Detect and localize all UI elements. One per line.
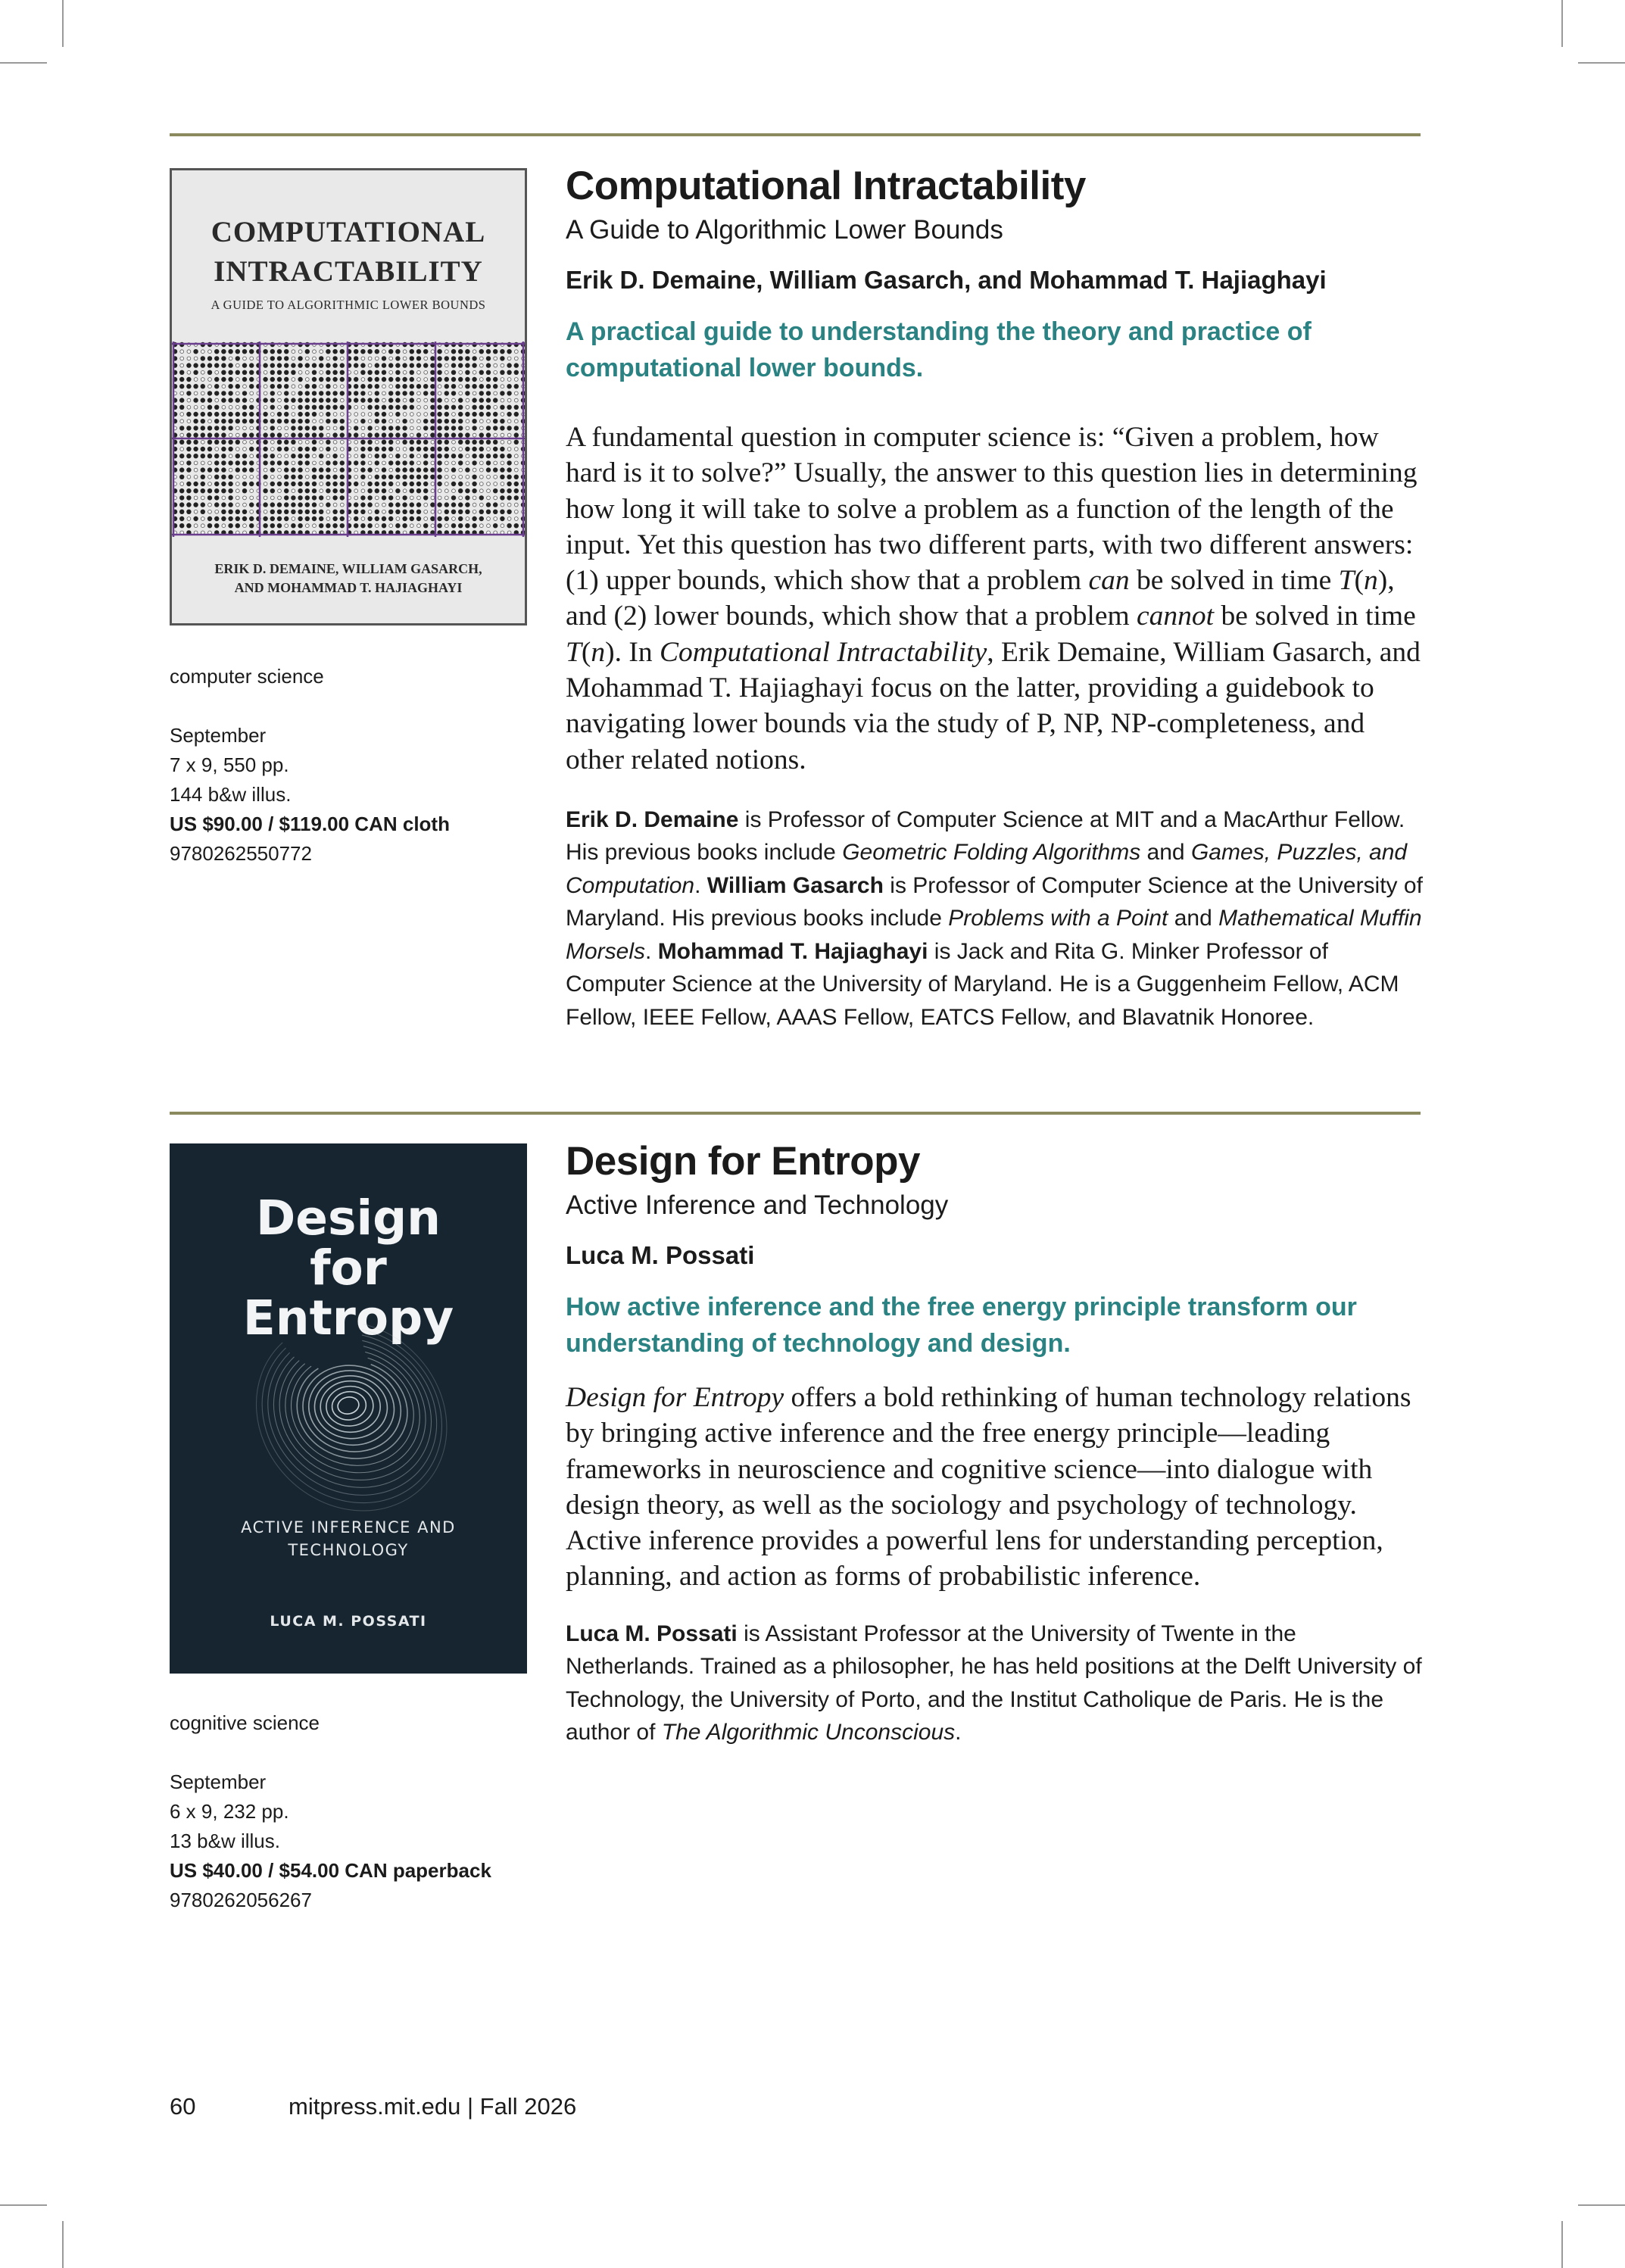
section-divider (170, 1112, 1421, 1115)
cover-subtitle: A GUIDE TO ALGORITHMIC LOWER BOUNDS (211, 298, 486, 312)
text-run: is Professor of Computer Science at MIT and a MacArthur Fellow. His previous books include (566, 806, 1405, 866)
italic-text: Computational Intractability (659, 636, 987, 668)
cover-author: LUCA M. POSSATI (270, 1613, 427, 1630)
italic-text: n (1364, 565, 1378, 597)
book-meta (170, 662, 533, 869)
spiral-ring (336, 1395, 360, 1415)
book-details (566, 1137, 1423, 1749)
book-cover-computational-intractability[interactable] (170, 168, 527, 625)
italic-text: T (566, 636, 582, 668)
text-run: is Professor of Computer Science at the University of Maryland. His previous books include (566, 872, 1423, 931)
text-run: . (955, 1720, 962, 1745)
price: US $90.00 / $119.00 CAN cloth (170, 813, 450, 835)
bio-name: Erik D. Demaine (566, 806, 739, 832)
italic-text: can (1088, 565, 1130, 597)
text-run: ( (581, 636, 591, 668)
crop-mark (1561, 2221, 1563, 2268)
book-subtitle: A Guide to Algorithmic Lower Bounds (566, 215, 1003, 245)
text-run: is Assistant Professor at the University of Twente in the Netherlands. Trained as a philosopher, he has held positions at the Delft University of Technology, the University of Porto, and the Institut Catholique de Paris. He is the author of (566, 1621, 1422, 1745)
text-run: be solved in time (1129, 565, 1339, 597)
book-cover-design-for-entropy[interactable] (170, 1143, 527, 1674)
text-run: be solved in time (1214, 601, 1416, 632)
bio-name: Luca M. Possati (566, 1621, 738, 1646)
italic-text: T (1338, 565, 1355, 597)
cover-dot-grid-art (172, 342, 525, 537)
book-tagline: A practical guide to understanding the theory and practice of computational lower bounds. (566, 317, 1312, 382)
author-bio (566, 1618, 1423, 1749)
italic-text: The Algorithmic Unconscious (661, 1720, 956, 1745)
italic-text: cannot (1137, 601, 1215, 632)
crop-mark (62, 0, 64, 47)
crop-mark (0, 62, 47, 64)
crop-mark (1561, 0, 1563, 47)
cover-subtitle: ACTIVE INFERENCE AND TECHNOLOGY (241, 1518, 456, 1559)
book-meta (170, 1708, 533, 1915)
italic-text: Problems with a Point (948, 906, 1168, 931)
trim-pages: 7 x 9, 550 pp. (170, 753, 289, 776)
spiral-ring (255, 1318, 450, 1505)
italic-text: Geometric Folding Algorithms (842, 840, 1141, 866)
cover-title: Design for Entropy (242, 1190, 454, 1346)
isbn: 9780262056267 (170, 1889, 312, 1911)
cover-title: COMPUTATIONAL INTRACTABILITY (211, 216, 486, 288)
text-run: offers a bold rethinking of human technology relations by bringing active inference and the free energy principle—leading frameworks in neuroscience and cognitive science—into dialogue with design theory, as well as the sociology and psychology of technology. Active inference provides a powerful lens for understanding perception, planning, and action as forms of probabilistic inference. (566, 1382, 1411, 1593)
italic-text: Design for Entropy (566, 1382, 784, 1413)
text-run: . (645, 938, 658, 964)
crop-mark (1578, 62, 1625, 64)
book-description (566, 1380, 1423, 1595)
crop-mark (0, 2204, 47, 2206)
book-subtitle: Active Inference and Technology (566, 1190, 949, 1220)
text-run: . (694, 872, 707, 898)
text-run: is Jack and Rita G. Minker Professor of Computer Science at the University of Maryland. He is a Guggenheim Fellow, ACM Fellow, IEEE Fellow, AAAS Fellow, EATCS Fellow, and Blavatnik Honoree. (566, 938, 1399, 1030)
author-bio (566, 803, 1423, 1034)
book-authors: Erik D. Demaine, William Gasarch, and Mohammad T. Hajiaghayi (566, 266, 1327, 294)
spiral-ring (245, 1309, 454, 1513)
isbn: 9780262550772 (170, 842, 312, 865)
book-category: computer science (170, 665, 324, 688)
bio-name: Mohammad T. Hajiaghayi (657, 938, 928, 964)
text-run: ( (1354, 565, 1365, 597)
text-run: A fundamental question in computer science is: “Given a problem, how hard is it to solve?” Usually, the answer to this question lies in determining how long it will take to solve a problem as a function of the length of the input. Yet this question has two different parts, with two different answers: (1) upper bounds, which show that a problem (566, 422, 1418, 597)
illustrations: 144 b&w illus. (170, 783, 292, 806)
cover-spiral-art (242, 1309, 454, 1513)
book-title: Design for Entropy (566, 1139, 921, 1184)
italic-text: n (591, 636, 606, 668)
trim-pages: 6 x 9, 232 pp. (170, 1800, 289, 1823)
spiral-ring (320, 1381, 380, 1433)
spiral-ring (330, 1390, 368, 1422)
text-run: ), and (2) lower bounds, which show that a problem (566, 565, 1395, 632)
book-description (566, 420, 1423, 778)
text-run: and (1168, 906, 1219, 931)
text-run: , Erik Demaine, William Gasarch, and Mohammad T. Hajiaghayi focus on the latter, providing a guidebook to navigating lower bounds via the study of P, NP, NP-completeness, and other related notions. (566, 636, 1421, 775)
bio-name: William Gasarch (706, 872, 884, 898)
illustrations: 13 b&w illus. (170, 1830, 280, 1852)
book-category: cognitive science (170, 1711, 320, 1734)
book-authors: Luca M. Possati (566, 1241, 755, 1269)
cover-authors: ERIK D. DEMAINE, WILLIAM GASARCH, AND MOHAMMAD T. HAJIAGHAYI (214, 561, 482, 595)
crop-mark (1578, 2204, 1625, 2206)
text-run: ). In (605, 636, 660, 668)
spiral-ring (313, 1374, 390, 1441)
footer-site-season: mitpress.mit.edu | Fall 2026 (289, 2093, 577, 2120)
book-title: Computational Intractability (566, 164, 1086, 208)
crop-mark (62, 2221, 64, 2268)
price: US $40.00 / $54.00 CAN paperback (170, 1859, 491, 1882)
italic-text: Mathematical Muffin Morsels (566, 906, 1422, 964)
section-divider (170, 133, 1421, 136)
pub-month: September (170, 724, 267, 747)
italic-text: Games, Puzzles, and Computation (566, 840, 1408, 898)
pub-month: September (170, 1770, 267, 1793)
book-details (566, 162, 1423, 1034)
page-number: 60 (170, 2093, 196, 2120)
text-run: and (1140, 840, 1191, 866)
book-tagline: How active inference and the free energy principle transform our understanding of technology and design. (566, 1293, 1357, 1358)
